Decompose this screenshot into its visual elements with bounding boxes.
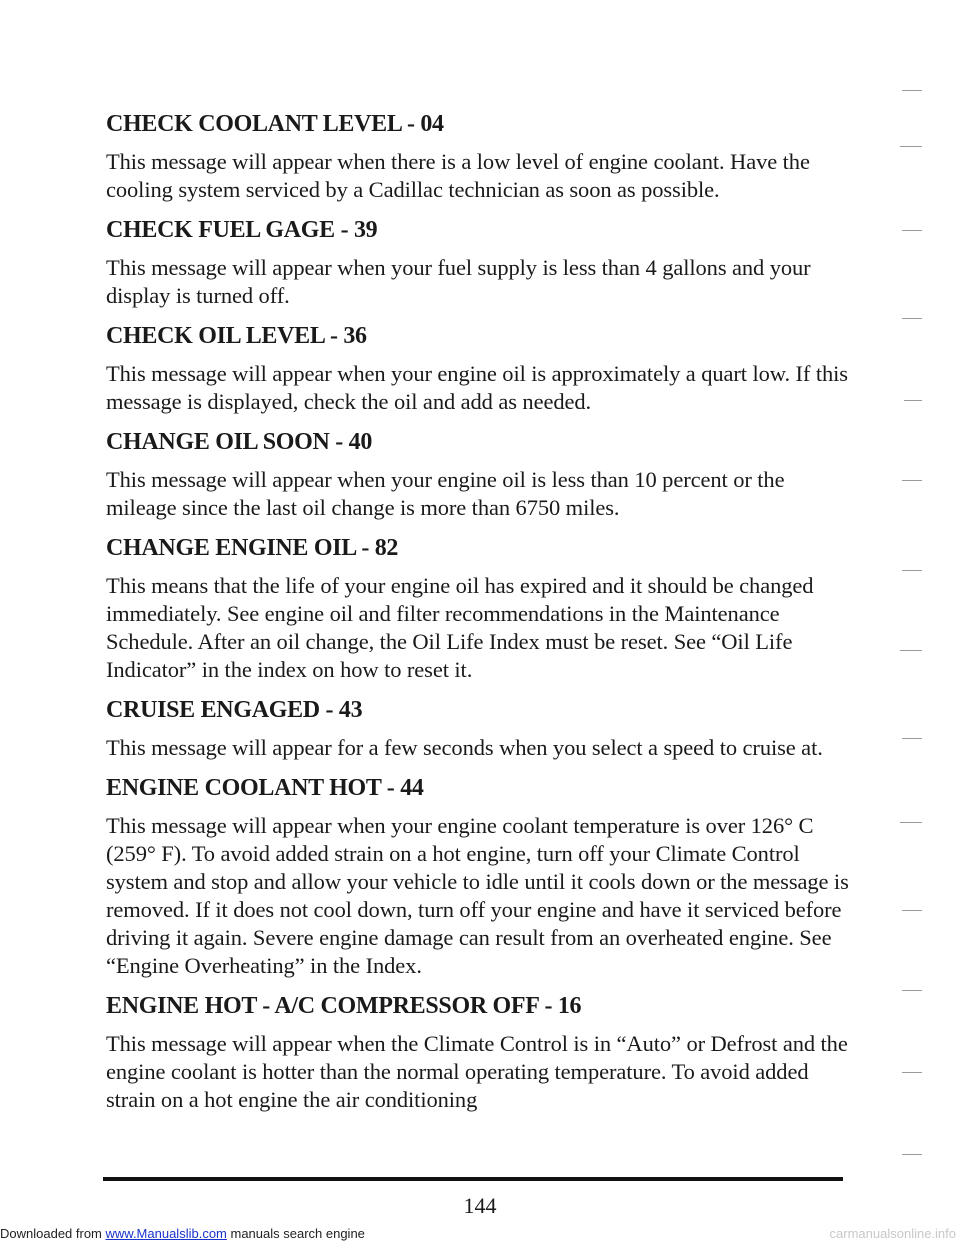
message-description: This message will appear when the Climate Control is in “Auto” or Defrost and the engine coolant is hotter than the normal operating temperature. To avoid added strain on a hot engine the air conditioning xyxy=(106,1031,848,1112)
message-description: This means that the life of your engine oil has expired and it should be changed immediately. See engine oil and filter recommendations in the Maintenance Schedule. After an oil change, the Oil Life Index must be reset. See “Oil Life Indicator” in the index on how to reset it. xyxy=(106,573,814,682)
footer-prefix: Downloaded from xyxy=(0,1226,106,1241)
footer-rule xyxy=(103,1177,843,1181)
message-entry xyxy=(106,992,851,1114)
message-entry xyxy=(106,774,851,980)
message-heading: CHANGE ENGINE OIL - 82 xyxy=(106,535,399,561)
message-entry xyxy=(106,216,851,310)
message-entry xyxy=(106,428,851,522)
site-watermark: carmanualsonline.info xyxy=(829,1226,956,1241)
message-entry xyxy=(106,110,851,204)
message-entry xyxy=(106,322,851,416)
message-description: This message will appear when your engine coolant temperature is over 126° C (259° F). To avoid added strain on a hot engine, turn off your Climate Control system and stop and allow your vehicle to idle until it cools down or the message is removed. If it does not cool down, turn off your engine and have it serviced before driving it again. Severe engine damage can result from an overheated engine. See “Engine Overheating” in the Index. xyxy=(106,813,849,978)
download-footer xyxy=(0,1226,365,1242)
message-description: This message will appear when your fuel supply is less than 4 gallons and your display is turned off. xyxy=(106,255,811,308)
footer-suffix: manuals search engine xyxy=(226,1226,365,1241)
message-heading: ENGINE COOLANT HOT - 44 xyxy=(106,775,424,801)
message-description: This message will appear for a few seconds when you select a speed to cruise at. xyxy=(106,735,823,760)
margin-tick-marks xyxy=(880,80,940,1180)
page-number: 144 xyxy=(463,1193,497,1218)
message-heading: CHECK FUEL GAGE - 39 xyxy=(106,217,378,243)
message-entry xyxy=(106,696,851,762)
message-heading: ENGINE HOT - A/C COMPRESSOR OFF - 16 xyxy=(106,993,582,1019)
message-entry xyxy=(106,534,851,684)
message-description: This message will appear when there is a low level of engine coolant. Have the cooling system serviced by a Cadillac technician as soon as possible. xyxy=(106,149,810,202)
message-heading: CRUISE ENGAGED - 43 xyxy=(106,697,363,723)
message-description: This message will appear when your engine oil is approximately a quart low. If this message is displayed, check the oil and add as needed. xyxy=(106,361,848,414)
manualslib-link[interactable]: www.Manualslib.com xyxy=(105,1226,227,1241)
message-heading: CHECK COOLANT LEVEL - 04 xyxy=(106,111,444,137)
message-description: This message will appear when your engine oil is less than 10 percent or the mileage since the last oil change is more than 6750 miles. xyxy=(106,467,785,520)
message-heading: CHECK OIL LEVEL - 36 xyxy=(106,323,367,349)
manual-page-body xyxy=(106,110,851,1126)
message-heading: CHANGE OIL SOON - 40 xyxy=(106,429,373,455)
